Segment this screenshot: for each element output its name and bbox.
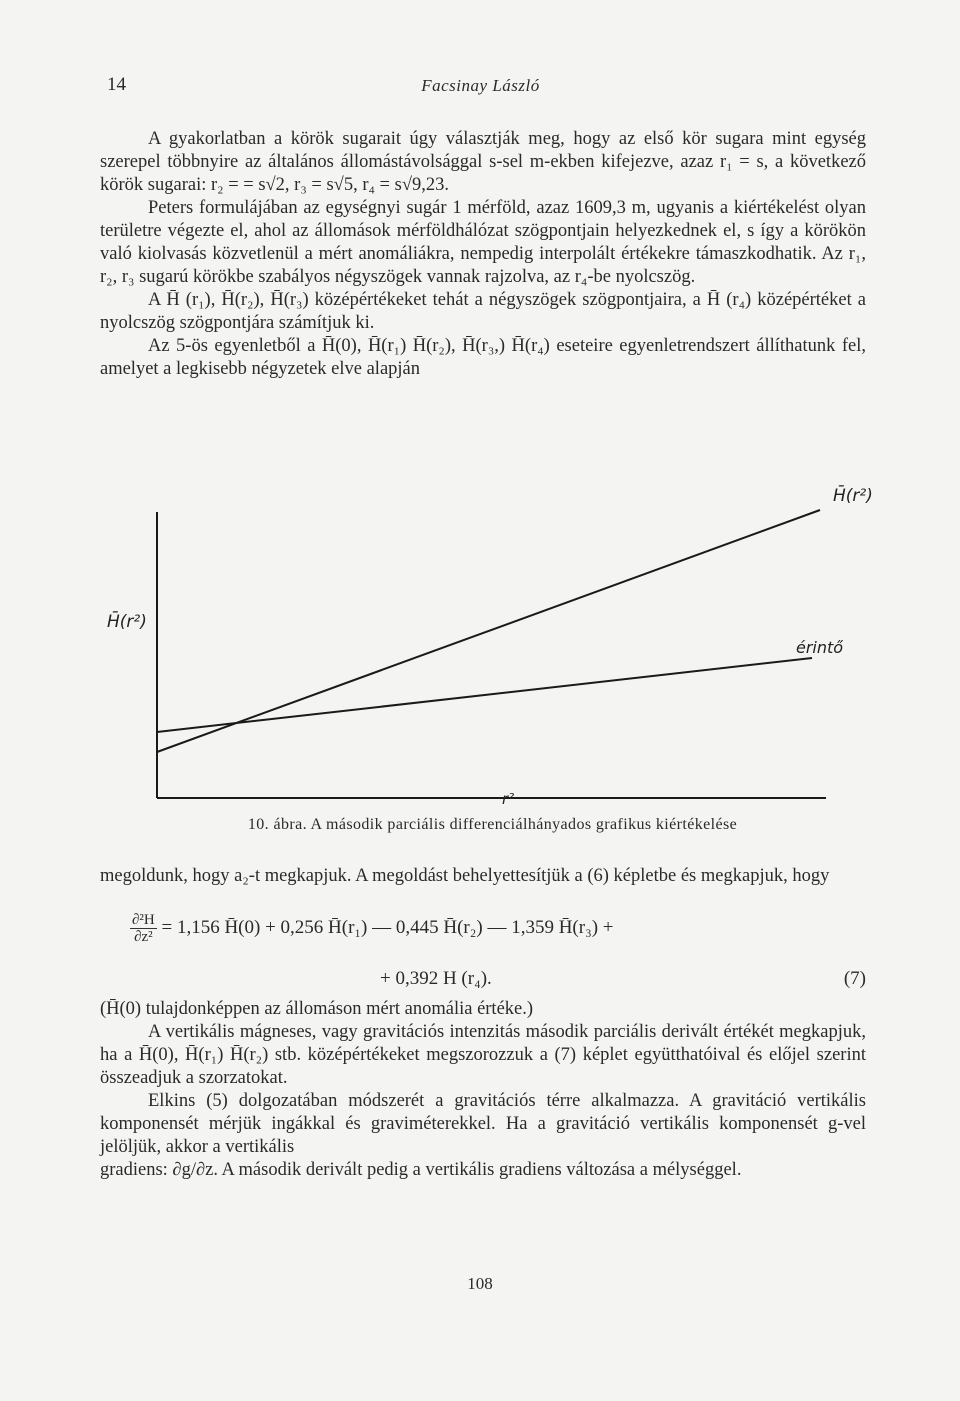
tangent-label: érintő <box>796 638 844 657</box>
formula-lhs <box>130 912 157 945</box>
paragraph-note: (H̄(0) tulajdonképpen az állomáson mért anomália értéke.) <box>100 999 534 1019</box>
paragraph-4: Az 5-ös egyenletből a H̄(0), H̄(r₁) H̄(r₂), H̄(r₃,) H̄(r₄) eseteire egyenletrendszert állíthatunk fel, amelyet a legkisebb négyzetek elve alapján <box>100 336 866 379</box>
formula-line-2: + 0,392 H (r₄). <box>380 968 492 989</box>
tangent-line <box>157 658 812 732</box>
formula-lhs-denominator: ∂z² <box>134 929 153 945</box>
paragraph-after-figure: megoldunk, hogy a₂-t megkapjuk. A megoldást behelyettesítjük a (6) képletbe és megkapjuk, hogy <box>100 866 830 886</box>
formula-rhs-1: = 1,156 H̄(0) + 0,256 H̄(r₁) — 0,445 H̄(r₂) — 1,359 H̄(r₃) + <box>161 916 614 938</box>
figure-10 <box>0 480 960 820</box>
page-header <box>107 74 854 98</box>
paragraph-6: Elkins (5) dolgozatában módszerét a gravitációs térre alkalmazza. A gravitáció vertikális komponensét mérjük ingákkal és graviméterekkel. Ha a gravitáció vertikális komponensét g-vel jelöljük, akkor a vertikális <box>100 1091 866 1157</box>
paragraph-5: A vertikális mágneses, vagy gravitációs intenzitás második parciális derivált értékét megkapjuk, ha a H̄(0), H̄(r₁) H̄(r₂) stb. középértékeket megszorozzuk a (7) képlet együtthatóival és előjel szerint összeadjuk a szorzatokat. <box>100 1022 866 1088</box>
body-text-middle <box>100 865 866 888</box>
page-number: 14 <box>107 74 126 95</box>
paragraph-7: gradiens: ∂g/∂z. A második derivált pedig a vertikális gradiens változása a mélységgel. <box>100 1160 742 1180</box>
formula-line-1 <box>130 912 614 945</box>
paragraph-1: A gyakorlatban a körök sugarait úgy választják meg, hogy az első kör sugara mint egység szerepel többnyire az általános állomástávolsággal s-sel m-ekben kifejezve, azaz r₁ = s, a következő körök sugarai: r₂ = = s√2, r₃ = s√5, r₄ = s√9,23. <box>100 129 866 195</box>
formula-lhs-numerator: ∂²H <box>132 912 155 928</box>
page-footer: 108 <box>467 1274 493 1293</box>
figure-caption: 10. ábra. A második parciális differenciálhányados grafikus kiértékelése <box>247 816 738 833</box>
paragraph-3: A H̄ (r₁), H̄(r₂), H̄(r₃) középértékeket tehát a négyszögek szögpontjaira, a H̄ (r₄) középértéket a nyolcszög szögpontjára számítjuk ki. <box>100 290 866 333</box>
function-curve <box>157 510 820 752</box>
equation-number: (7) <box>843 968 866 989</box>
body-text-bottom <box>100 998 866 1182</box>
running-head: Facsinay László <box>421 76 540 95</box>
y-axis-label: H̄(r²) <box>107 612 147 632</box>
paragraph-2: Peters formulájában az egységnyi sugár 1 mérföld, azaz 1609,3 m, ugyanis a kiértékelést olyan területre végezte el, ahol az állomások mérföldhálózat szögpontjain helyezkednek el, s így a körökön való kiolvasás közvetlenül a mért anomáliákra, nempedig interpolált értékekre támaszkodhatik. Az r₁, r₂, r₃ sugarú körökbe szabályos négyszögek vannak rajzolva, az r₄-be nyolcszög. <box>100 198 866 287</box>
x-axis-label: r² <box>502 790 515 808</box>
curve-label: H̄(r²) <box>833 486 873 506</box>
body-text-top <box>100 128 866 381</box>
